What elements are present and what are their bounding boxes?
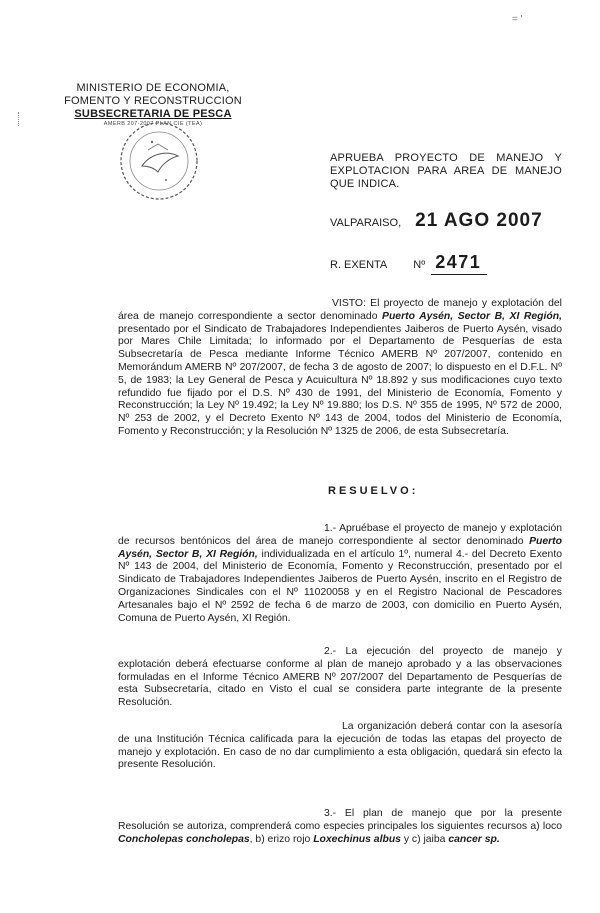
resolution-number-line — [330, 252, 487, 275]
visto-text-2: presentado por el Sindicato de Trabajadores Independientes Jaiberos de Puerto Aysén, visado por Mares Chile Limitada; lo informado por el Departamento de Pesquerías de esta Subsecretaría de Pesca mediante Informe Técnico AMERB Nº 207/2007, contenido en Memorándum AMERB Nº 207/2007, de fecha 3 de agosto de 2007; lo dispuesto en el D.F.L. Nº 5, de 1983; la Ley General de Pesca y Acuicultura Nº 18.892 y sus modificaciones cuyo texto refundido fue fijado por el D.S. Nº 430 de 1991, del Ministerio de Economía, Fomento y Reconstrucción; la Ley Nº 19.492; la Ley Nº 19.880; los D.S. Nº 355 de 1995, Nº 572 de 2000, Nº 253 de 2002, y el Decreto Exento Nº 143 de 2004, todos del Ministerio de Economía, Fomento y Reconstrucción; y la Resolución Nº 1325 de 2006, de esta Subsecretaría. — [118, 323, 562, 437]
corner-mark: = ' — [512, 14, 523, 25]
article-1-text-2: individualizada en el artículo 1º, numeral 4.- del Decreto Exento Nº 143 de 2004, del Ministerio de Economía, Fomento y Reconstrucción, presentado por el Sindicato de Trabajadores Independientes Jaiberos de Puerto Aysén, inscrito en el Registro de Organizaciones Sindicales con el Nº 11020058 y en el Registro Nacional de Pescadores Artesanales bajo el Nº 2592 de fecha 6 de marzo de 2003, con domicilio en Puerto Aysén, Comuna de Puerto Aysén, XI Región. — [118, 548, 562, 624]
article-2-text: 2.- La ejecución del proyecto de manejo y explotación deberá efectuarse conforme al plan de manejo aprobado y a las observaciones formuladas en el Informe Técnico AMERB Nº 207/2007 del Departamento de Pesquerías de esta Subsecretaría, citado en Visto el cual se considera parte integrante de la presente Resolución. — [118, 646, 562, 709]
article-1 — [118, 523, 562, 625]
header-line-subsecretaria: SUBSECRETARIA DE PESCA — [74, 108, 232, 120]
number-sign: Nº — [413, 259, 426, 271]
article-3 — [118, 808, 562, 846]
species-jaiba: cancer sp. — [448, 833, 500, 845]
article-1-sector: Puerto Aysén, Sector B, XI Región, — [118, 535, 562, 560]
resolution-label: R. EXENTA — [330, 259, 388, 271]
article-2-organization-text: La organización deberá contar con la asesoría de una Institución Técnica calificada para la ejecución de todas las etapas del proyecto de manejo y explotación. En caso de no dar cumplimiento a esta obligación, quedará sin efecto la presente Resolución. — [118, 721, 562, 771]
article-1-text-1: 1.- Apruébase el proyecto de manejo y explotación de recursos bentónicos del área de manejo correspondiente al sector denominado — [118, 523, 562, 547]
resuelvo-heading: RESUELVO: — [328, 485, 419, 497]
place-label: VALPARAISO, — [330, 217, 402, 229]
resolution-number: 2471 — [431, 252, 487, 275]
place-date — [330, 210, 543, 232]
article-3-text-2: , b) erizo rojo — [249, 833, 314, 845]
resolution-title: APRUEBA PROYECTO DE MANEJO Y EXPLOTACION PARA AREA DE MANEJO QUE INDICA. — [330, 152, 562, 190]
visto-text-1: El proyecto de manejo y explotación del área de manejo correspondiente a sector denominado — [118, 298, 562, 322]
visto-lead: VISTO: — [332, 298, 366, 309]
article-2 — [118, 646, 562, 710]
header-line-fomento: FOMENTO Y RECONSTRUCCION — [64, 95, 242, 107]
article-2-organization — [118, 721, 562, 772]
official-seal-icon — [118, 120, 200, 202]
visto-sector: Puerto Aysén, Sector B, XI Región, — [382, 310, 562, 322]
article-3-text-1: 3.- El plan de manejo que por la presente Resolución se autoriza, comprenderá como especies principales los siguientes recursos a) loco — [118, 808, 562, 832]
margin-mark — [18, 112, 23, 126]
visto-paragraph — [118, 298, 562, 439]
header-line-reference: AMERB 207-2007 PLAN CIE (TEA) — [103, 121, 203, 127]
species-loco: Concholepas concholepas — [118, 833, 250, 845]
date-stamp: 21 AGO 2007 — [415, 210, 543, 231]
species-erizo: Loxechinus albus — [313, 833, 401, 845]
article-3-text-3: y c) jaiba — [400, 833, 449, 845]
header-line-ministry: MINISTERIO DE ECONOMIA, — [76, 82, 230, 94]
